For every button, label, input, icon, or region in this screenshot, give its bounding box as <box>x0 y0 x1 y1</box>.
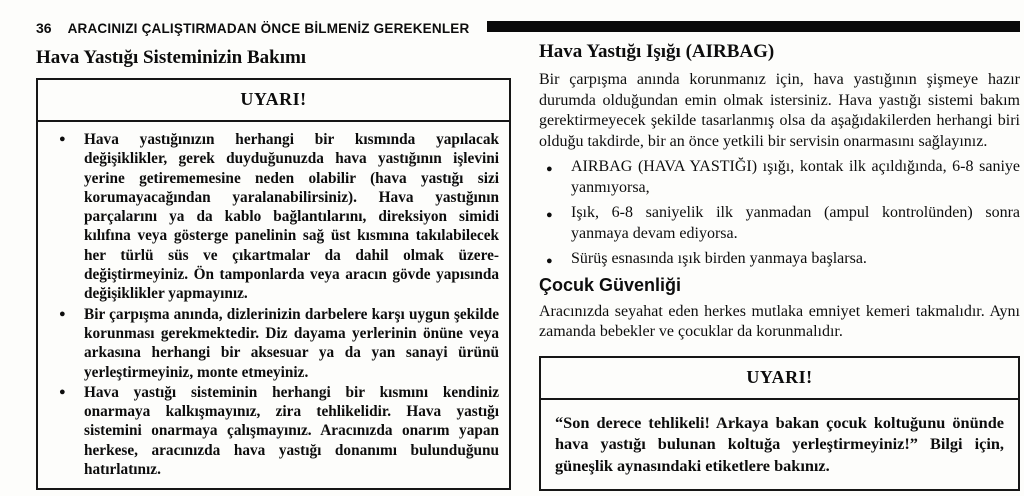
warning-bullet-list <box>38 130 509 479</box>
page-number: 36 <box>36 20 52 36</box>
warning-list-item <box>54 305 499 382</box>
bullet-icon: ● <box>546 255 553 267</box>
list-item-text: Sürüş esnasında ışık birden yanmaya başlarsa. <box>571 250 867 267</box>
warning-box-child-seat <box>539 356 1020 492</box>
left-column <box>36 36 511 491</box>
warning-list-item <box>54 383 499 479</box>
list-item <box>539 203 1020 244</box>
section-heading-child-safety: Çocuk Güvenliği <box>539 274 682 295</box>
warning-bullet-text: Bir çarpışma anında, dizlerinizin darbelere karşı uygun şekilde korunması gerekmektedir. Diz dayama yerlerinin önüne veya arkasına herhangi bir aksesuar ya da yan sanayi ürünü yerleştirmeyiniz, monte etmeyiniz. <box>84 305 499 381</box>
bullet-icon: ● <box>59 385 66 398</box>
right-column <box>539 36 1020 491</box>
list-item <box>539 157 1020 198</box>
warning-box-body: “Son derece tehlikeli! Arkaya bakan çocuk koltuğunu önünde hava yastığı bulunan koltuğa yerleştirmeyiniz!” Bilgi için, güneşlik aynasındaki etiketlere bakınız. <box>555 412 1004 475</box>
list-item-text: Işık, 6-8 saniyelik ilk yanmadan (ampul kontrolünden) sonra yanmaya devam ediyorsa. <box>571 204 1020 242</box>
warning-list-item <box>54 130 499 304</box>
bullet-icon: ● <box>59 307 66 320</box>
airbag-light-bullet-list <box>539 157 1020 270</box>
warning-bullet-text: Hava yastığı sisteminin herhangi bir kısmını kendiniz onarmaya kalkışmayınız, zira tehlikelidir. Hava yastığı sistemini onarmaya çalışmayınız. Aracınızda onarım yapan herkese, aracınızda hava yastığı donanımı bulunduğunu hatırlatınız. <box>84 383 499 479</box>
content-columns <box>36 36 1020 491</box>
section-heading-airbag-light: Hava Yastığı Işığı (AIRBAG) <box>539 41 775 62</box>
section-heading-airbag-maintenance: Hava Yastığı Sisteminizin Bakımı <box>36 47 307 68</box>
bullet-icon: ● <box>546 163 553 175</box>
warning-bullet-text: Hava yastığınızın herhangi bir kısmında yapılacak değişiklikler, gerek duyduğunuzda hava yastığının işlevini yerine getirememesine neden olabilir (hava yastığı sizi korumayacağından yaralanabilirsiniz). Hava yastığının parçalarını ya da kablo bağlantılarını, direksiyon simidi kılıfına veya gösterge panelinin sağ üst kısmına takılabilecek her türlü süs ve çıkartmalar da dahil olmak üzere- değiştirmeyiniz. Ön tamponlarda veya aracın gövde yapısında değişiklikler yapmayınız. <box>84 131 499 303</box>
airbag-light-intro-paragraph: Bir çarpışma anında korunmanız için, hava yastığının şişmeye hazır durumda olduğundan emin olmak istersiniz. Hava yastığı sistemi bakım gerektirmeyecek şekilde tasarlanmış olsa da aşağıdakilerden herhangi biri olduğu takdirde, bir an önce yetkili bir servisin onarmasını sağlayınız. <box>539 71 1020 150</box>
header-rule-bar <box>487 21 1020 32</box>
warning-box-maintenance <box>36 78 511 490</box>
bullet-icon: ● <box>546 209 553 221</box>
child-safety-paragraph: Aracınızda seyahat eden herkes mutlaka emniyet kemeri takmalıdır. Aynı zamanda bebekler ve çocuklar da korunmalıdır. <box>539 302 1020 340</box>
list-item <box>539 249 1020 270</box>
page-header <box>0 0 1024 36</box>
list-item-text: AIRBAG (HAVA YASTIĞI) ışığı, kontak ilk açıldığında, 6-8 saniye yanmıyorsa, <box>571 158 1020 196</box>
warning-box-title: UYARI! <box>38 80 509 122</box>
bullet-icon: ● <box>59 133 66 145</box>
warning-box-title: UYARI! <box>541 358 1018 400</box>
header-title: ARACINIZI ÇALIŞTIRMADAN ÖNCE BİLMENİZ GEREKENLER <box>67 20 470 36</box>
